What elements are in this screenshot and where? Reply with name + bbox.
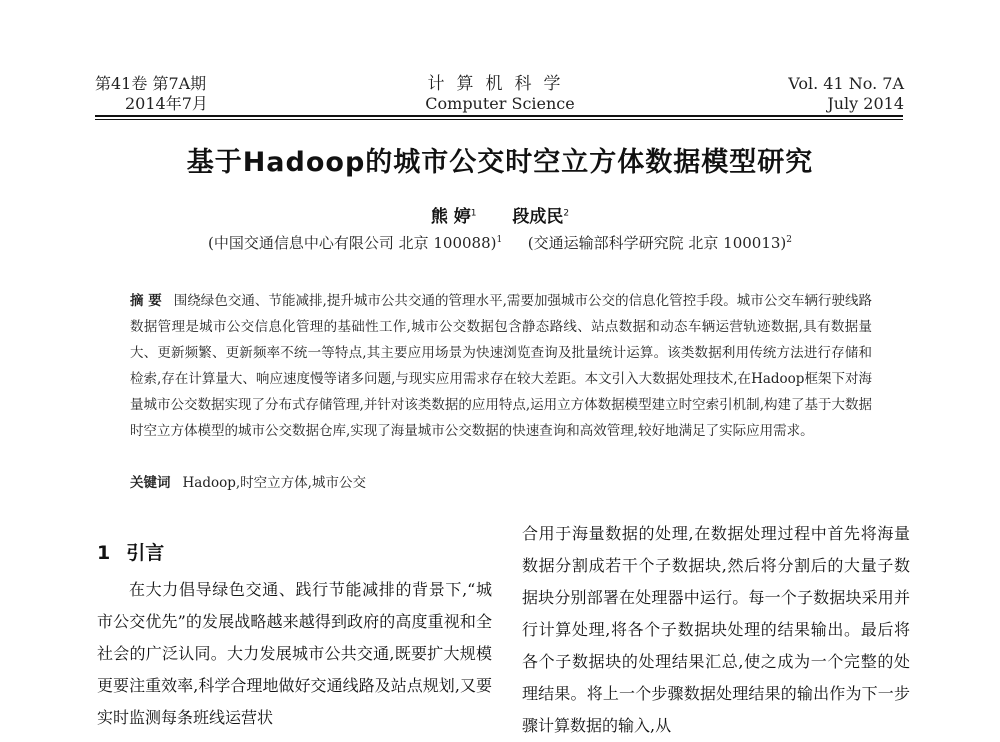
intro-paragraph: 在大力倡导绿色交通、践行节能减排的背景下,“城市公交优先”的发展战略越来越得到政府的高度重视和全社会的广泛认同。大力发展城市公共交通,既要扩大规模更要注重效率,科学合理地做好交通线路及站点规划,又要实时监测每条班线运营状 [97, 580, 492, 727]
affiliation-2: (交通运输部科学研究院 北京 100013) [527, 234, 787, 252]
affiliation-1-mark: 1 [496, 235, 503, 245]
date-cn: 2014年7月 [125, 94, 208, 113]
abstract-label: 摘 要 [130, 293, 162, 309]
section-title: 引言 [126, 542, 165, 564]
abstract [130, 288, 872, 444]
volume-issue-cn: 第41卷 第7A期 [95, 74, 207, 93]
author-1-affil-mark: 1 [470, 208, 477, 219]
header-rule-thick [95, 115, 903, 117]
left-column [97, 574, 492, 734]
affiliation-1: (中国交通信息中心有限公司 北京 100088) [207, 234, 497, 252]
keywords-label: 关键词 [130, 475, 171, 491]
author-1: 熊 婷 [430, 207, 471, 227]
section-heading [97, 538, 164, 565]
header-rule-thin [95, 119, 903, 120]
keywords [130, 470, 872, 496]
author-line [0, 202, 1000, 227]
affiliations [0, 232, 1000, 253]
affiliation-2-mark: 2 [786, 235, 793, 245]
abstract-text: 围绕绿色交通、节能减排,提升城市公共交通的管理水平,需要加强城市公交的信息化管控手段。城市公交车辆行驶线路数据管理是城市公交信息化管理的基础性工作,城市公交数据包含静态路线、站点数据和动态车辆运营轨迹数据,具有数据量大、更新频繁、更新频率不统一等特点,其主要应用场景为快速浏览查询及批量统计运算。该类数据利用传统方法进行存储和检索,存在计算量大、响应速度慢等诸多问题,与现实应用需求存在较大差距。本文引入大数据处理技术,在Hadoop框架下对海量城市公交数据实现了分布式存储管理,并针对该类数据的应用特点,运用立方体数据模型建立时空索引机制,构建了基于大数据时空立方体模型的城市公交数据仓库,实现了海量城市公交数据的快速查询和高效管理,较好地满足了实际应用需求。 [130, 293, 872, 439]
header-right [788, 74, 904, 114]
author-2-affil-mark: 2 [563, 208, 570, 219]
right-column-paragraph: 合用于海量数据的处理,在数据处理过程中首先将海量数据分割成若干个子数据块,然后将分割后的大量子数据块分别部署在处理器中运行。每一个子数据块采用并行计算处理,将各个子数据块处理的结果输出。最后将各个子数据块的处理结果汇总,使之成为一个完整的处理结果。将上一个步骤数据处理结果的输出作为下一步骤计算数据的输入,从 [522, 524, 910, 735]
journal-name-en: Computer Science [425, 94, 575, 113]
volume-issue-en: Vol. 41 No. 7A [788, 74, 904, 93]
keywords-text: Hadoop,时空立方体,城市公交 [182, 475, 366, 491]
paper-title: 基于Hadoop的城市公交时空立方体数据模型研究 [186, 147, 814, 178]
right-column [522, 518, 910, 742]
date-en: July 2014 [827, 94, 904, 113]
author-2: 段成民 [512, 207, 564, 227]
section-number: 1 [97, 542, 111, 564]
journal-name-cn: 计算机科学 [427, 74, 573, 94]
